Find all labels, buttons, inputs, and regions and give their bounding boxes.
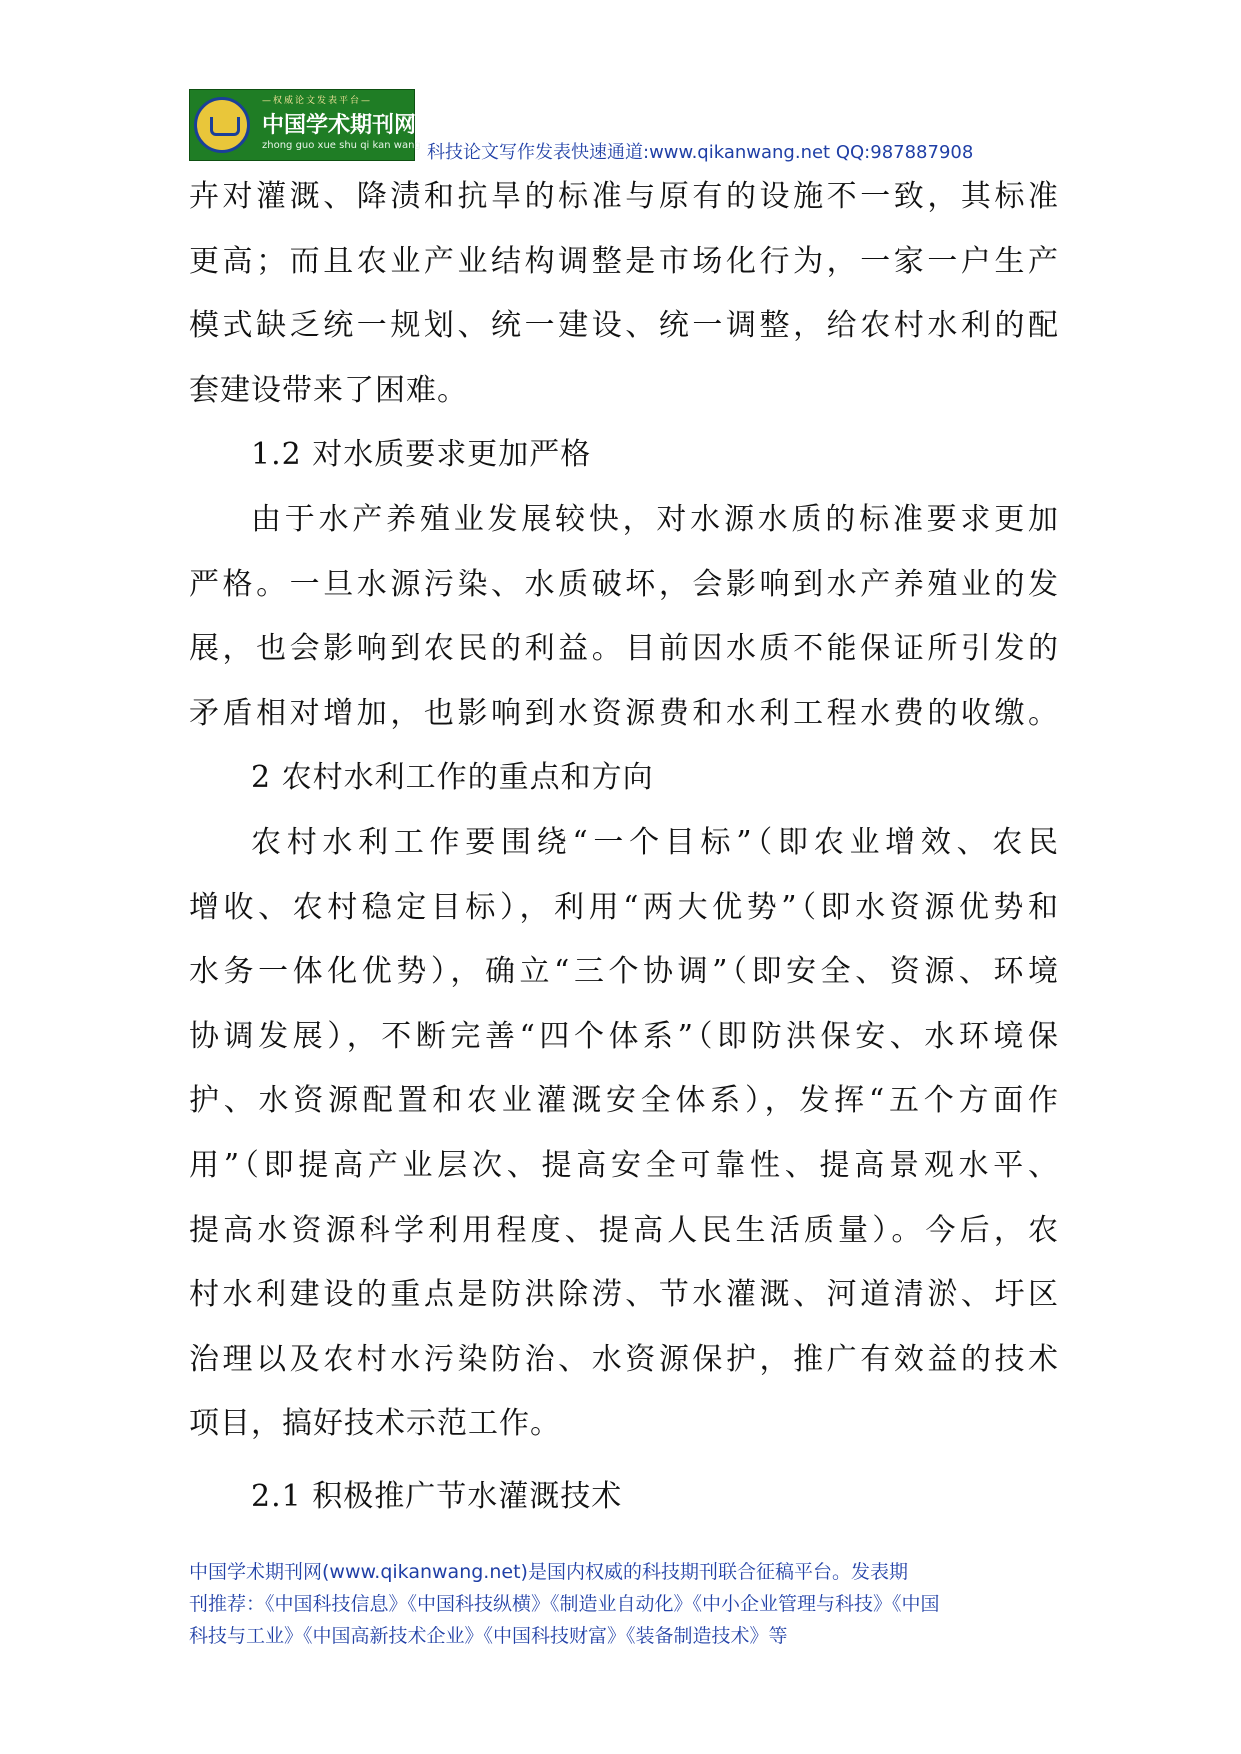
document-body [189,165,1059,1529]
text-line: 卉对灌溉、降渍和抗旱的标准与原有的设施不一致，其标准 [189,179,1059,214]
text-line: 农村水利工作要围绕“一个目标”（即农业增效、农民 [251,824,1059,860]
footer-line: 中国学术期刊网(www.qikanwang.net)是国内权威的科技期刊联合征稿平台。发表期 [189,1561,908,1583]
logo-title: 中国学术期刊网 [262,113,417,138]
text-line: 套建设带来了困难。 [189,372,468,408]
text-line: 协调发展），不断完善“四个体系”（即防洪保安、水环境保 [189,1018,1059,1054]
section-heading-2-1: 2.1 积极推广节水灌溉技术 [251,1478,623,1514]
footer-line: 科技与工业》《中国高新技术企业》《中国科技财富》《装备制造技术》等 [189,1625,788,1647]
footer-line: 刊推荐：《中国科技信息》《中国科技纵横》《制造业自动化》《中小企业管理与科技》《中国 [189,1593,940,1615]
text-line: 水务一体化优势），确立“三个协调”（即安全、资源、环境 [189,954,1059,990]
text-line: 由于水产养殖业发展较快，对水源水质的标准要求更加 [251,501,1059,537]
text-line: 用”（即提高产业层次、提高安全可靠性、提高景观水平、 [189,1147,1059,1183]
text-line: 严格。一旦水源污染、水质破坏，会影响到水产养殖业的发 [189,566,1059,602]
page-header [189,89,1059,161]
header-contact-link[interactable]: 科技论文写作发表快速通道:www.qikanwang.net QQ:987887908 [427,142,974,163]
text-line: 增收、农村稳定目标），利用“两大优势”（即水资源优势和 [189,889,1059,925]
page-footer [189,1556,1059,1652]
text-line: 村水利建设的重点是防洪除涝、节水灌溉、河道清淤、圩区 [189,1277,1059,1313]
section-heading-2: 2 农村水利工作的重点和方向 [251,760,654,796]
text-line: 模式缺乏统一规划、统一建设、统一调整，给农村水利的配 [189,308,1059,344]
text-line: 治理以及农村水污染防治、水资源保护，推广有效益的技术 [189,1341,1059,1377]
text-line: 展，也会影响到农民的利益。目前因水质不能保证所引发的 [189,631,1059,667]
text-line: 矛盾相对增加，也影响到水资源费和水利工程水费的收缴。 [189,695,1059,731]
section-heading-1-2: 1.2 对水质要求更加严格 [251,437,592,473]
text-line: 项目，搞好技术示范工作。 [189,1406,561,1442]
logo-pinyin: zhong guo xue shu qi kan wang [262,140,421,151]
text-line: 提高水资源科学利用程度、提高人民生活质量）。今后，农 [189,1212,1059,1248]
site-logo[interactable] [189,89,421,161]
text-line: 护、水资源配置和农业灌溉安全体系），发挥“五个方面作 [189,1083,1059,1119]
text-line: 更高；而且农业产业结构调整是市场化行为，一家一户生产 [189,243,1059,279]
book-emblem-icon [194,97,250,153]
logo-slogan: —权威论文发表平台— [262,96,373,106]
